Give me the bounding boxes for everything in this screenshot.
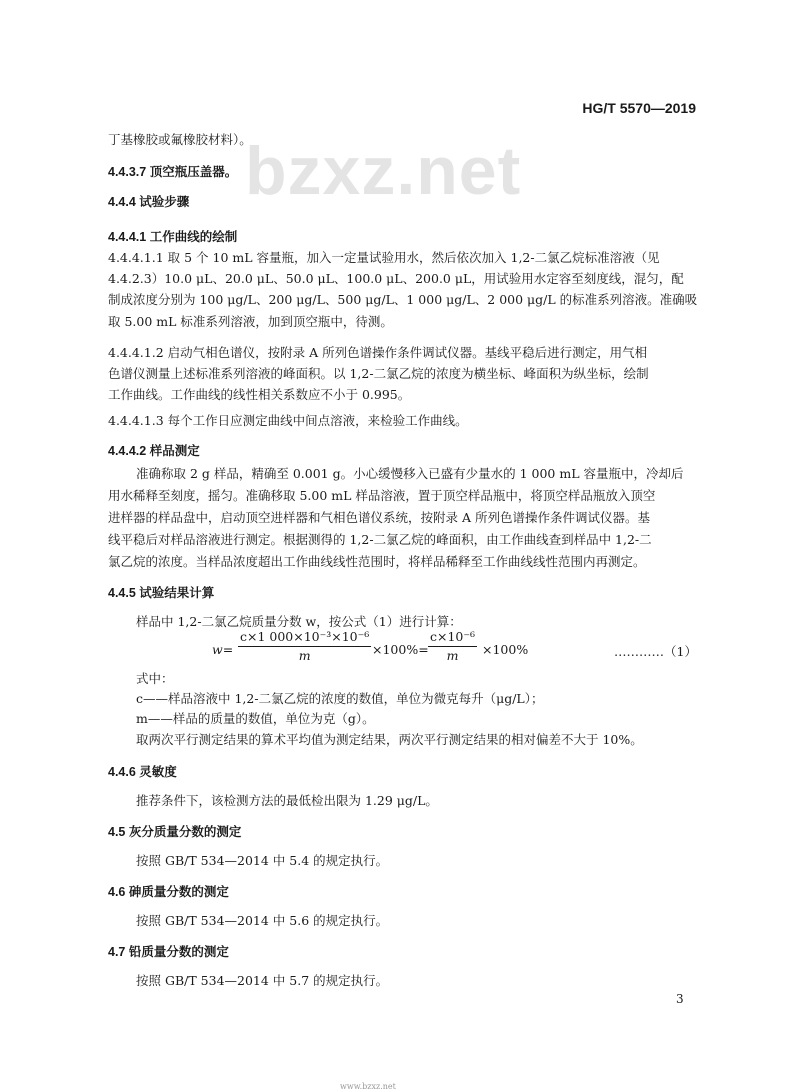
text-line: 工作曲线。工作曲线的线性相关系数应不小于 0.995。 xyxy=(108,387,411,402)
text-line: 氯乙烷的浓度。当样品浓度超出工作曲线线性范围时，将样品稀释至工作曲线线性范围内再测定。 xyxy=(108,554,646,569)
fraction-denominator: m xyxy=(298,648,311,663)
symbol-definition: c——样品溶液中 1,2-二氯乙烷的浓度的数值，单位为微克每升（μg/L）； xyxy=(136,691,544,706)
clause-heading: 4.7 铅质量分数的测定 xyxy=(108,945,229,959)
fraction-numerator: c×10⁻⁶ xyxy=(428,628,477,647)
formula-1 xyxy=(212,628,702,668)
clause-heading: 4.5 灰分质量分数的测定 xyxy=(108,825,242,839)
fraction-denominator: m xyxy=(446,648,459,663)
formula-fraction-1 xyxy=(238,628,371,665)
formula-tail: ×100% xyxy=(482,642,529,657)
clause-heading: 4.6 砷质量分数的测定 xyxy=(108,885,229,899)
text-line: 4.4.2.3）10.0 μL、20.0 μL、50.0 μL、100.0 μL、200.0 μL，用试验用水定容至刻度线，混匀，配 xyxy=(108,271,684,286)
clause-heading: 4.4.6 灵敏度 xyxy=(108,765,177,779)
fraction-numerator: c×1 000×10⁻³×10⁻⁶ xyxy=(238,628,371,647)
symbol-definition: m——样品的质量的数值，单位为克（g）。 xyxy=(136,711,375,726)
formula-middle: ×100%= xyxy=(372,642,429,657)
text-line: 4.4.4.1.3 每个工作日应测定曲线中间点溶液，来检验工作曲线。 xyxy=(108,413,468,428)
text-line: 丁基橡胶或氟橡胶材料）。 xyxy=(108,132,252,147)
clause-heading: 4.4.3.7 顶空瓶压盖器。 xyxy=(108,165,238,179)
page-number: 3 xyxy=(676,992,684,1006)
text-line: 4.4.4.1.1 取 5 个 10 mL 容量瓶，加入一定量试验用水，然后依次加入 1,2-二氯乙烷标准溶液（见 xyxy=(108,250,660,265)
standard-code: HG/T 5570—2019 xyxy=(582,100,696,116)
text-line: 制成浓度分别为 100 μg/L、200 μg/L、500 μg/L、1 000 μg/L、2 000 μg/L 的标准系列溶液。准确吸 xyxy=(108,292,698,307)
text-line: 样品中 1,2-二氯乙烷质量分数 w，按公式（1）进行计算： xyxy=(136,614,462,629)
text-line: 线平稳后对样品溶液进行测定。根据测得的 1,2-二氯乙烷的峰面积，由工作曲线查到样品中 1,2-二 xyxy=(108,532,652,547)
text-line: 按照 GB/T 534—2014 中 5.6 的规定执行。 xyxy=(136,913,389,928)
text-line: 式中： xyxy=(136,671,174,686)
text-line: 取两次平行测定结果的算术平均值为测定结果，两次平行测定结果的相对偏差不大于 10%。 xyxy=(136,732,643,747)
formula-fraction-2 xyxy=(428,628,477,665)
text-line: 取 5.00 mL 标准系列溶液，加到顶空瓶中，待测。 xyxy=(108,314,393,329)
clause-heading: 4.4.4.2 样品测定 xyxy=(108,444,200,458)
text-line: 准确称取 2 g 样品，精确至 0.001 g。小心缓慢移入已盛有少量水的 1 000 mL 容量瓶中，冷却后 xyxy=(136,466,684,481)
text-line: 色谱仪测量上述标准系列溶液的峰面积。以 1,2-二氯乙烷的浓度为横坐标、峰面积为纵坐标，绘制 xyxy=(108,366,649,381)
clause-heading: 4.4.5 试验结果计算 xyxy=(108,586,215,600)
text-line: 4.4.4.1.2 启动气相色谱仪，按附录 A 所列色谱操作条件调试仪器。基线平稳后进行测定，用气相 xyxy=(108,345,648,360)
text-line: 进样器的样品盘中，启动顶空进样器和气相色谱仪系统，按附录 A 所列色谱操作条件调试仪器。基 xyxy=(108,510,650,525)
watermark: bzxz.net xyxy=(245,133,522,209)
footer-watermark: www.bzxz.net xyxy=(340,1082,396,1091)
text-line: 用水稀释至刻度，摇匀。准确移取 5.00 mL 样品溶液，置于顶空样品瓶中，将顶空样品瓶放入顶空 xyxy=(108,488,656,503)
text-line: 推荐条件下，该检测方法的最低检出限为 1.29 μg/L。 xyxy=(136,793,438,808)
text-line: 按照 GB/T 534—2014 中 5.4 的规定执行。 xyxy=(136,853,389,868)
formula-lhs: w= xyxy=(212,642,234,657)
clause-heading: 4.4.4 试验步骤 xyxy=(108,195,190,209)
text-line: 按照 GB/T 534—2014 中 5.7 的规定执行。 xyxy=(136,973,389,988)
equation-number: …………（1） xyxy=(614,644,697,659)
clause-heading: 4.4.4.1 工作曲线的绘制 xyxy=(108,230,238,244)
